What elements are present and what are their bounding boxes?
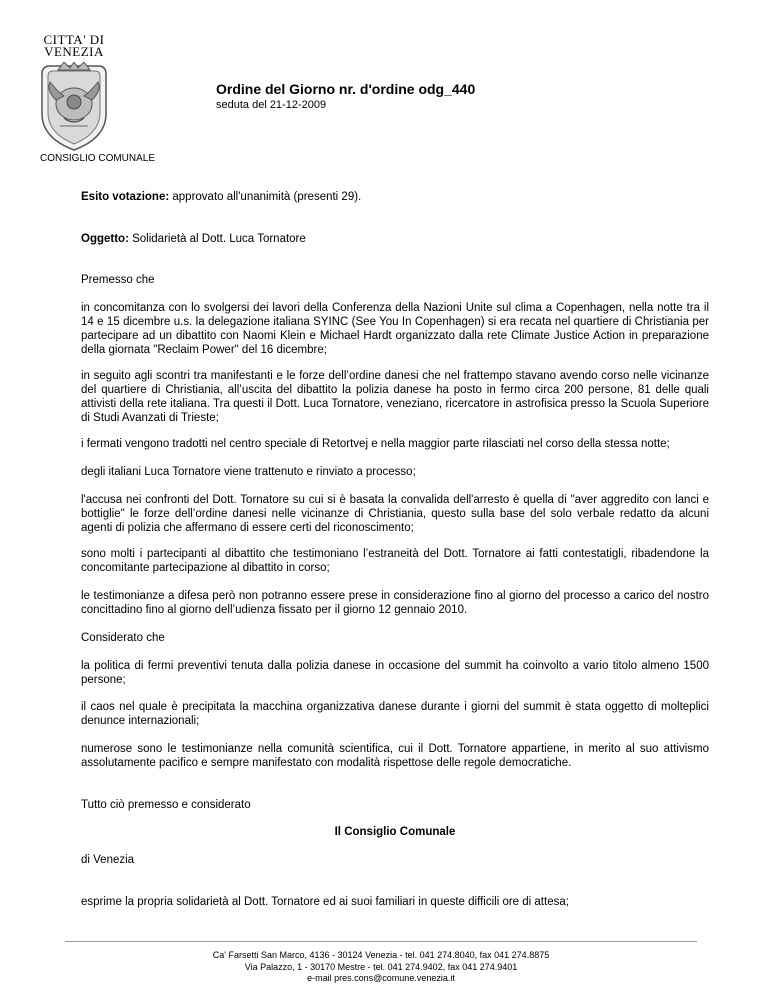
tutto-premesso: Tutto ciò premesso e considerato: [81, 799, 251, 811]
considerato-heading: Considerato che: [81, 632, 165, 644]
paragraph-5: l'accusa nei confronti del Dott. Tornatore su cui si è basata la convalida dell'arresto è quella di "aver aggredito con lanci e bottiglie" le forze dell’ordine danesi nelle vicinanze di Christiania, questo sulla base del solo verbale redatto da alcuni agenti di polizia che affermano di essere certi del riconoscimento;: [81, 494, 709, 534]
document-title: Ordine del Giorno nr. d'ordine odg_440: [216, 81, 476, 97]
paragraph-8: la politica di fermi preventivi tenuta dalla polizia danese in occasione del summit ha coinvolto a vario titolo almeno 1500 persone;: [81, 660, 709, 686]
vote-result: [81, 190, 709, 204]
paragraph-6: sono molti i partecipanti al dibattito che testimoniano l’estraneità del Dott. Tornatore ai fatti contestatigli, ribadendone la concomitante partecipazione al dibattito in corso;: [81, 548, 709, 574]
footer-divider: [65, 941, 697, 942]
paragraph-1: in concomitanza con lo svolgersi dei lavori della Conferenza della Nazioni Unite sul clima a Copenhagen, nella notte tra il 14 e 15 dicembre u.s. la delegazione italiana SYINC (See You In Copenhagen) si era recata nel quartiere di Christiania per partecipare ad un dibattito con Naomi Klein e Michael Hardt organizzato dalla rete Climate Justice Action in preparazione della giornata "Reclaim Power" del 16 dicembre;: [81, 302, 709, 356]
crest-icon: [38, 62, 110, 154]
paragraph-3: i fermati vengono tradotti nel centro speciale di Retortvej e nella maggior parte rilasciati nel corso della stessa notte;: [81, 438, 670, 450]
footer: [65, 950, 697, 985]
footer-address-mestre: Via Palazzo, 1 - 30170 Mestre - tel. 041 274.9402, fax 041 274.9401: [244, 961, 518, 972]
footer-email: e-mail pres.cons@comune.venezia.it: [307, 973, 455, 983]
paragraph-11: esprime la propria solidarietà al Dott. Tornatore ed ai suoi familiari in queste difficili ore di attesa;: [81, 896, 569, 908]
vote-label: Esito votazione:: [81, 191, 170, 203]
subject: [81, 232, 709, 246]
paragraph-4: degli italiani Luca Tornatore viene trattenuto e rinviato a processo;: [81, 466, 416, 478]
paragraph-10: numerose sono le testimonianze nella comunità scientifica, cui il Dott. Tornatore appartiene, in merito al suo attivismo assolutamente pacifico e sempre manifestato con modalità rispettose delle regole democratiche.: [81, 743, 709, 769]
di-venezia: di Venezia: [81, 854, 135, 866]
paragraph-2: in seguito agli scontri tra manifestanti e le forze dell’ordine danesi che nel frattempo stavano avendo corso nelle vicinanze del quartiere di Christiania, all’uscita del dibattito la polizia danese ha posto in fermo circa 200 persone, 81 delle quali attivisti della rete italiana. Tra questi il Dott. Luca Tornatore, veneziano, ricercatore in astrofisica presso la Scuola Superiore di Studi Avanzati di Trieste;: [81, 370, 709, 424]
vote-value: approvato all'unanimità (presenti 29).: [172, 191, 362, 203]
footer-address-venezia: Ca' Farsetti San Marco, 4136 - 30124 Venezia - tel. 041 274.8040, fax 041 274.8875: [212, 950, 550, 960]
paragraph-9: il caos nel quale è precipitata la macchina organizzativa danese durante i giorni del summit è stata oggetto di molteplici denunce internazionali;: [81, 701, 709, 727]
paragraph-7: le testimonianze a difesa però non potranno essere prese in considerazione fino al giorno del processo a carico del nostro concittadino fino al giorno dell’udienza fissato per il giorno 12 gennaio 2010.: [81, 590, 709, 616]
council-heading: Il Consiglio Comunale: [334, 826, 456, 838]
logo-text-line2: VENEZIA: [44, 44, 104, 59]
logo-text-line1: CITTA' DI: [43, 32, 105, 47]
council-label: CONSIGLIO COMUNALE: [40, 153, 156, 164]
session-date: seduta del 21-12-2009: [216, 99, 327, 111]
subject-label: Oggetto:: [81, 233, 129, 245]
subject-value: Solidarietà al Dott. Luca Tornatore: [132, 233, 306, 245]
city-logo: [34, 34, 114, 156]
premesso-heading: Premesso che: [81, 274, 155, 286]
